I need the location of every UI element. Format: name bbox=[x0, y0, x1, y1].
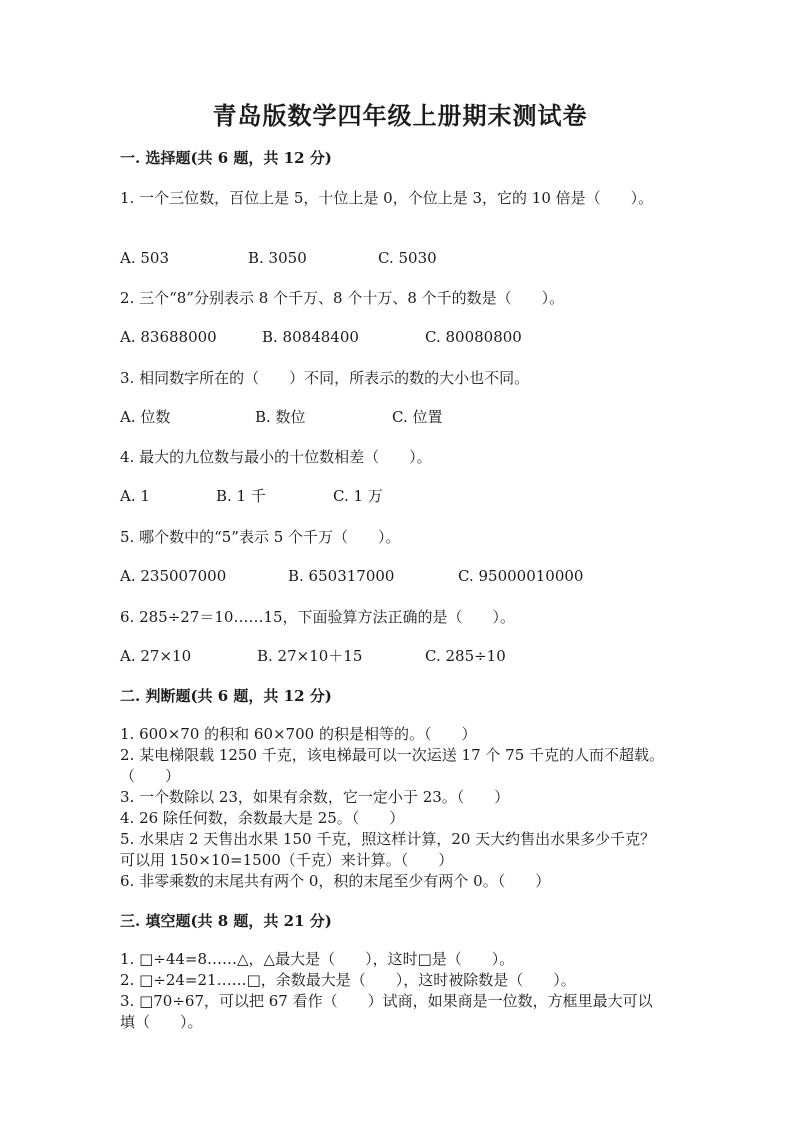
option-b: B. 1 千 bbox=[216, 487, 266, 505]
option-b: B. 650317000 bbox=[288, 567, 395, 585]
option-c: C. 1 万 bbox=[333, 487, 383, 505]
option-a: A. 27×10 bbox=[120, 647, 192, 665]
statement-line: 1. 600×70 的积和 60×700 的积是相等的。（ ） bbox=[120, 725, 477, 743]
section-heading-choice: 一. 选择题(共 6 题，共 12 分) bbox=[120, 149, 332, 167]
statement-line: 4. 26 除任何数，余数最大是 25。（ ） bbox=[120, 809, 405, 827]
question-text: 2. 三个“8”分别表示 8 个千万、8 个十万、8 个千的数是（ ）。 bbox=[120, 289, 565, 307]
option-a: A. 235007000 bbox=[120, 567, 227, 585]
statement-line: 3. 一个数除以 23，如果有余数，它一定小于 23。（ ） bbox=[120, 788, 510, 806]
question-text: 6. 285÷27＝10……15，下面验算方法正确的是（ ）。 bbox=[120, 608, 516, 626]
option-a: A. 83688000 bbox=[120, 328, 217, 346]
section-heading-fill: 三. 填空题(共 8 题，共 21 分) bbox=[120, 912, 332, 930]
question-text: 5. 哪个数中的“5”表示 5 个千万（ ）。 bbox=[120, 528, 401, 546]
fill-line: 1. □÷44=8……△，△最大是（ ），这时□是（ ）。 bbox=[120, 950, 515, 968]
option-c: C. 5030 bbox=[378, 249, 437, 267]
question-text: 3. 相同数字所在的（ ）不同，所表示的数的大小也不同。 bbox=[120, 369, 530, 387]
option-a: A. 1 bbox=[120, 487, 150, 505]
option-b: B. 27×10＋15 bbox=[257, 647, 363, 665]
question-text: 1. 一个三位数，百位上是 5，十位上是 0，个位上是 3，它的 10 倍是（ ）。 bbox=[120, 189, 654, 207]
option-c: C. 80080800 bbox=[425, 328, 522, 346]
question-text: 4. 最大的九位数与最小的十位数相差（ ）。 bbox=[120, 448, 432, 466]
option-b: B. 80848400 bbox=[262, 328, 359, 346]
statement-line: 可以用 150×10=1500（千克）来计算。（ ） bbox=[120, 851, 454, 869]
option-c: C. 位置 bbox=[392, 408, 443, 426]
page-title: 青岛版数学四年级上册期末测试卷 bbox=[212, 101, 588, 130]
option-a: A. 503 bbox=[120, 249, 169, 267]
option-b: B. 3050 bbox=[248, 249, 307, 267]
fill-line: 填（ ）。 bbox=[120, 1013, 203, 1031]
option-c: C. 95000010000 bbox=[458, 567, 584, 585]
fill-line: 2. □÷24=21……□，余数最大是（ ），这时被除数是（ ）。 bbox=[120, 971, 576, 989]
statement-line: 2. 某电梯限载 1250 千克，该电梯最可以一次运送 17 个 75 千克的人而不超载。 bbox=[120, 746, 665, 764]
option-c: C. 285÷10 bbox=[425, 647, 506, 665]
fill-line: 3. □70÷67，可以把 67 看作（ ）试商，如果商是一位数，方框里最大可以 bbox=[120, 992, 653, 1010]
option-b: B. 数位 bbox=[255, 408, 306, 426]
statement-line: 6. 非零乘数的末尾共有两个 0，积的末尾至少有两个 0。（ ） bbox=[120, 872, 551, 890]
section-heading-judge: 二. 判断题(共 6 题，共 12 分) bbox=[120, 687, 332, 705]
statement-line: 5. 水果店 2 天售出水果 150 千克，照这样计算，20 天大约售出水果多少千克？ bbox=[120, 830, 656, 848]
statement-line: （ ） bbox=[120, 767, 181, 785]
option-a: A. 位数 bbox=[120, 408, 171, 426]
